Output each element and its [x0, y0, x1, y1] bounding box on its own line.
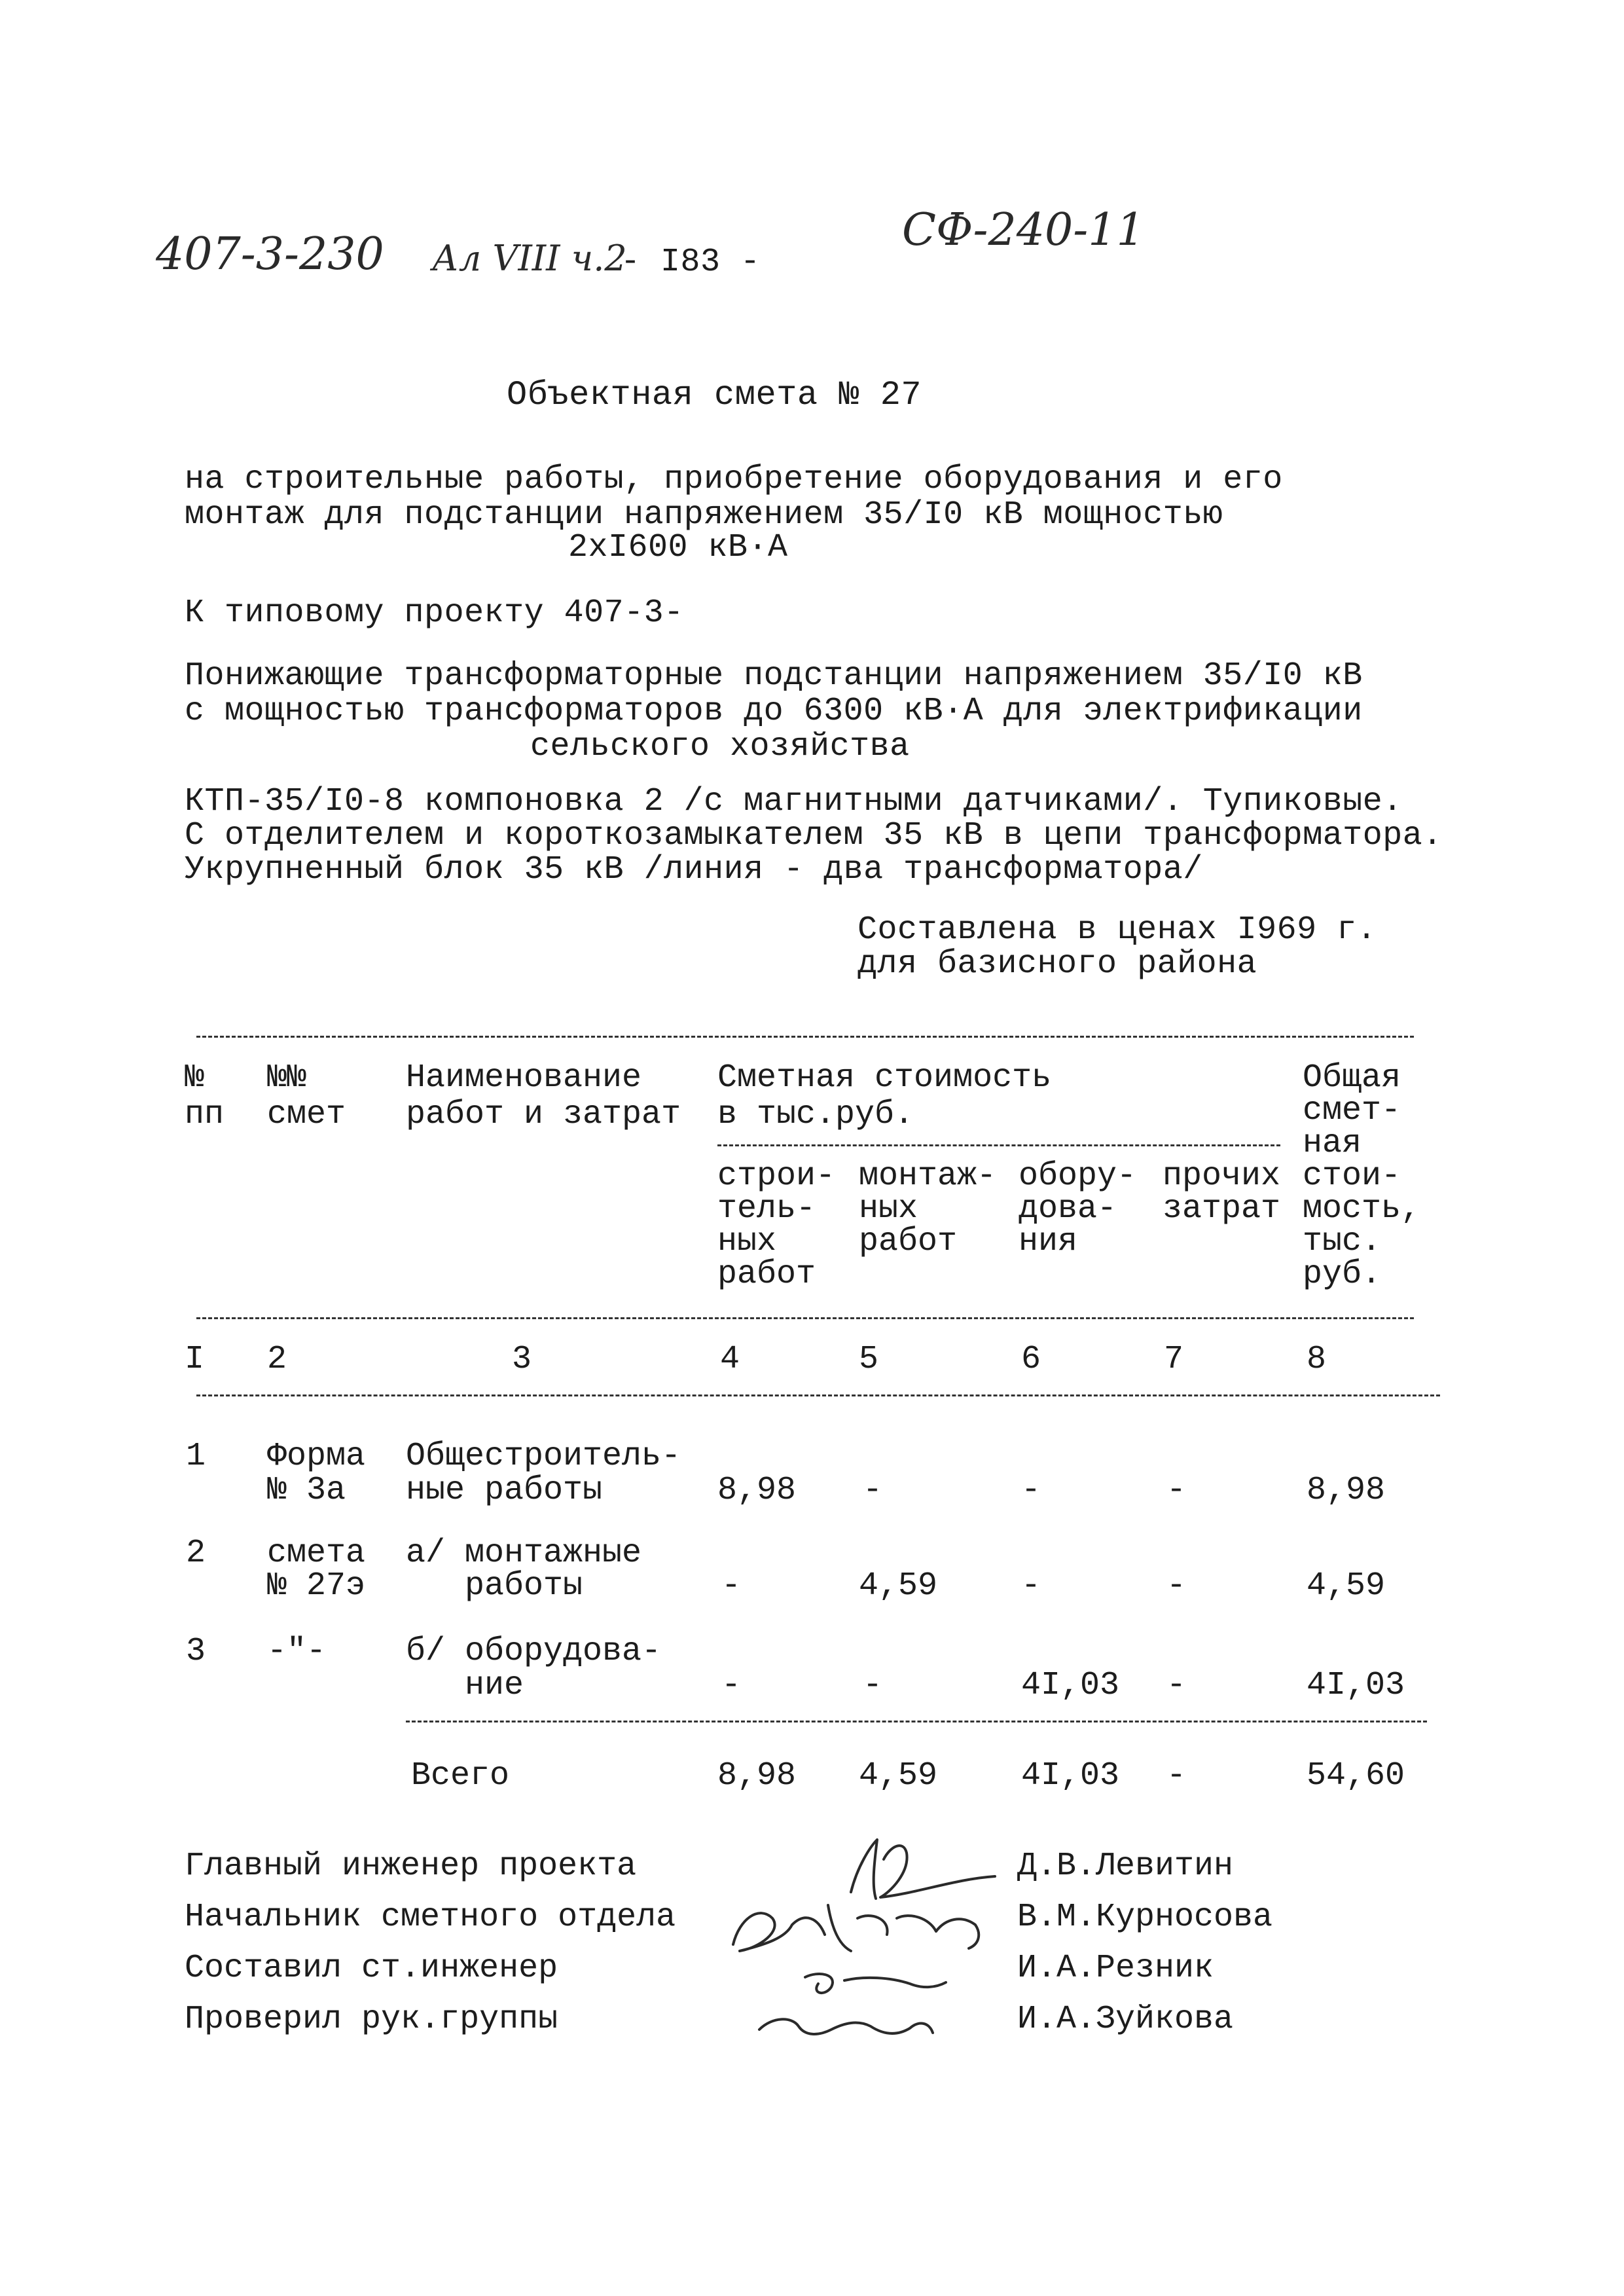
header-cost-group-1: Сметная стоимость	[717, 1059, 1052, 1097]
header-construction-4: работ	[717, 1256, 816, 1293]
header-construction-3: ных	[717, 1223, 777, 1260]
row-1-total: 8,98	[1307, 1472, 1386, 1509]
header-name-1: Наименование	[406, 1059, 642, 1097]
header-total-7: руб.	[1303, 1256, 1382, 1293]
header-construction-1: строи-	[717, 1157, 836, 1195]
column-number-6: 6	[1021, 1341, 1041, 1378]
column-number-3: 3	[512, 1341, 532, 1378]
row-1-other: -	[1166, 1472, 1187, 1509]
prices-line-2: для базисного района	[857, 945, 1257, 983]
handwritten-sheet-code: СФ-240-11	[902, 204, 1145, 256]
signature-role-1: Главный инженер проекта	[185, 1848, 637, 1885]
signature-role-3: Составил ст.инженер	[185, 1950, 558, 1987]
signature-name-4: И.А.Зуйкова	[1017, 2001, 1234, 2038]
row-3-name-2: ние	[406, 1667, 524, 1704]
row-3-equipment: 4I,03	[1021, 1667, 1120, 1704]
row-3-num: 3	[186, 1633, 206, 1670]
row-3-installation: -	[863, 1667, 883, 1704]
row-2-name-2: работы	[406, 1567, 583, 1605]
signature-name-3: И.А.Резник	[1017, 1950, 1214, 1987]
row-1-construction: 8,98	[717, 1472, 797, 1509]
row-3-total: 4I,03	[1307, 1667, 1405, 1704]
header-installation-3: работ	[859, 1223, 958, 1260]
header-bottom-rule	[196, 1317, 1414, 1319]
column-number-2: 2	[267, 1341, 287, 1378]
header-construction-2: тель-	[717, 1190, 816, 1228]
project-line-2: с мощностью трансформаторов до 6300 кВ·А для электрификации	[185, 693, 1363, 730]
column-number-8: 8	[1307, 1341, 1327, 1378]
header-total-5: мость,	[1303, 1190, 1421, 1228]
project-line-3: сельского хозяйства	[530, 728, 910, 765]
total-row-construction: 8,98	[717, 1757, 797, 1795]
handwritten-album: Ал VIII ч.2	[432, 238, 627, 279]
project-reference: К типовому проекту 407-3-	[185, 594, 684, 632]
page-title: Объектная смета № 27	[507, 376, 922, 414]
header-num-2: пп	[185, 1096, 225, 1133]
column-number-1: I	[185, 1341, 205, 1378]
row-2-num: 2	[186, 1535, 206, 1572]
column-numbers-rule	[196, 1394, 1440, 1396]
header-equipment-2: дова-	[1019, 1190, 1117, 1228]
handwritten-signatures	[720, 1820, 1047, 2056]
column-number-7: 7	[1164, 1341, 1184, 1378]
row-2-other: -	[1166, 1567, 1187, 1605]
project-line-1: Понижающие трансформаторные подстанции напряжением 35/I0 кВ	[185, 657, 1363, 695]
column-number-5: 5	[859, 1341, 879, 1378]
total-row-other: -	[1166, 1757, 1187, 1795]
ktp-line-2: С отделителем и короткозамыкателем 35 кВ в цепи трансформатора.	[185, 817, 1443, 854]
row-1-name-2: ные работы	[406, 1472, 603, 1509]
row-3-other: -	[1166, 1667, 1187, 1704]
row-1-estimate-1: Форма	[267, 1438, 366, 1475]
column-number-4: 4	[720, 1341, 740, 1378]
header-total-3: ная	[1303, 1125, 1362, 1162]
subtitle-line-1: на строительные работы, приобретение оборудования и его	[185, 461, 1283, 498]
prices-line-1: Составлена в ценах I969 г.	[857, 911, 1377, 949]
header-installation-1: монтаж-	[859, 1157, 997, 1195]
row-2-total: 4,59	[1307, 1567, 1386, 1605]
cost-group-rule	[717, 1144, 1280, 1146]
ktp-line-3: Укрупненный блок 35 кВ /линия - два трансформатора/	[185, 851, 1203, 888]
header-equipment-3: ния	[1019, 1223, 1078, 1260]
row-3-name-1: б/ оборудова-	[406, 1633, 662, 1670]
total-row-equipment: 4I,03	[1021, 1757, 1120, 1795]
signature-name-2: В.М.Курносова	[1017, 1899, 1273, 1936]
total-rule	[406, 1721, 1427, 1722]
row-2-estimate-2: № 27э	[267, 1567, 366, 1605]
header-other-2: затрат	[1163, 1190, 1281, 1228]
signature-role-4: Проверил рук.группы	[185, 2001, 558, 2038]
row-3-construction: -	[721, 1667, 742, 1704]
row-2-installation: 4,59	[859, 1567, 938, 1605]
ktp-line-1: КТП-35/I0-8 компоновка 2 /с магнитными датчиками/. Тупиковые.	[185, 783, 1403, 820]
total-row-total: 54,60	[1307, 1757, 1405, 1795]
row-1-equipment: -	[1021, 1472, 1041, 1509]
row-1-estimate-2: № 3а	[267, 1472, 346, 1509]
header-num-1: №	[185, 1059, 205, 1097]
subtitle-line-2: монтаж для подстанции напряжением 35/I0 кВ мощностью	[185, 496, 1223, 534]
row-1-name-1: Общестроитель-	[406, 1438, 681, 1475]
total-row-installation: 4,59	[859, 1757, 938, 1795]
header-installation-2: ных	[859, 1190, 918, 1228]
header-estimates-1: №№	[267, 1059, 307, 1097]
header-total-4: стои-	[1303, 1157, 1401, 1195]
row-1-num: 1	[186, 1438, 206, 1475]
header-total-6: тыс.	[1303, 1223, 1382, 1260]
signature-name-1: Д.В.Левитин	[1017, 1848, 1234, 1885]
header-total-2: смет-	[1303, 1092, 1401, 1129]
table-top-rule	[196, 1036, 1414, 1038]
row-2-name-1: а/ монтажные	[406, 1535, 642, 1572]
row-3-estimate: -"-	[267, 1633, 327, 1670]
signature-role-2: Начальник сметного отдела	[185, 1899, 676, 1936]
header-total-1: Общая	[1303, 1059, 1401, 1097]
row-1-installation: -	[863, 1472, 883, 1509]
row-2-construction: -	[721, 1567, 742, 1605]
page-number: - I83 -	[621, 244, 761, 281]
header-estimates-2: смет	[267, 1096, 346, 1133]
header-name-2: работ и затрат	[406, 1096, 681, 1133]
row-2-equipment: -	[1021, 1567, 1041, 1605]
subtitle-line-3: 2хI600 кВ·А	[568, 529, 788, 566]
handwritten-code: 407-3-230	[156, 228, 384, 280]
header-equipment-1: обору-	[1019, 1157, 1137, 1195]
row-2-estimate-1: смета	[267, 1535, 366, 1572]
total-row-label: Всего	[411, 1757, 510, 1795]
header-cost-group-2: в тыс.руб.	[717, 1096, 914, 1133]
header-other-1: прочих	[1163, 1157, 1281, 1195]
